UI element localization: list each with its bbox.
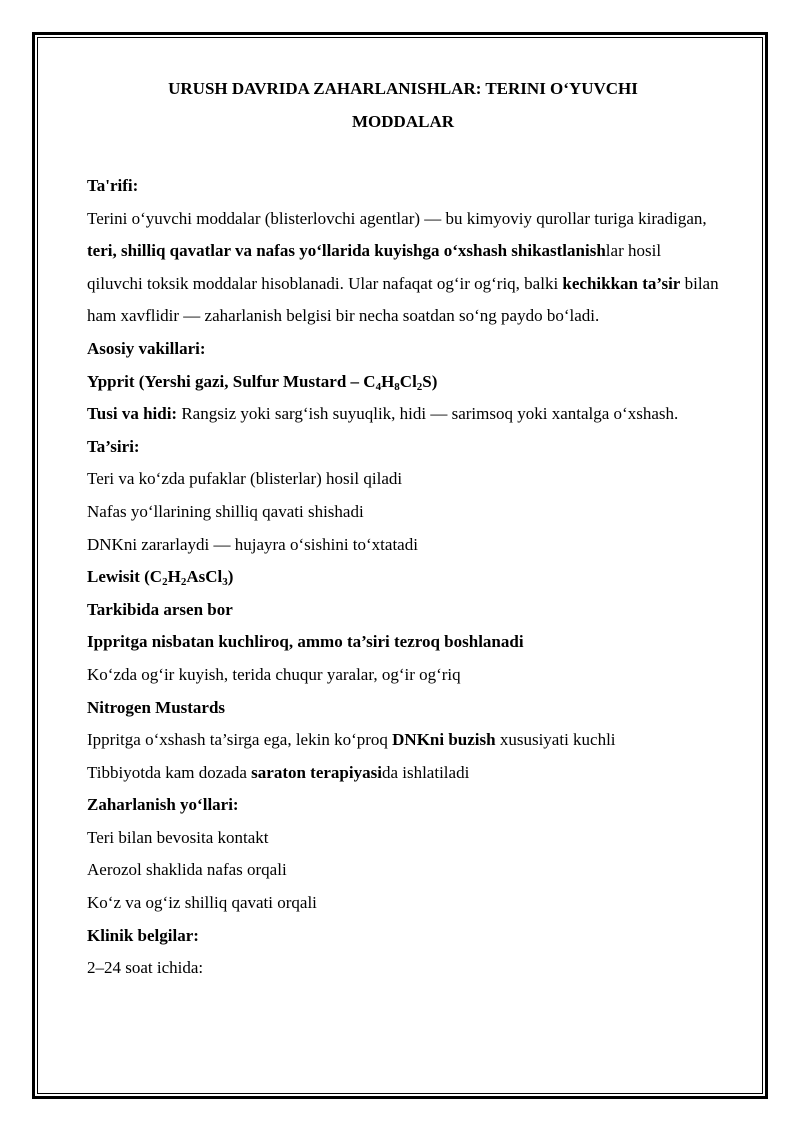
title-line-2: MODDALAR bbox=[352, 112, 454, 131]
lewisite-point: Ippritga nisbatan kuchliroq, ammo ta’siri tezroq boshlanadi bbox=[87, 632, 524, 652]
definition-heading: Ta'rifi: bbox=[87, 176, 139, 195]
routes-item: Teri bilan bevosita kontakt bbox=[87, 827, 269, 847]
yperite-color-smell: Tusi va hidi: Rangsiz yoki sarg‘ish suyuqlik, hidi — sarimsoq yoki xantalga o‘xshash. bbox=[87, 404, 679, 424]
routes-item: Aerozol shaklida nafas orqali bbox=[87, 860, 287, 880]
yperite-effect-heading: Ta’siri: bbox=[87, 436, 140, 456]
document-title bbox=[87, 72, 719, 138]
lewisite-note: Ko‘zda og‘ir kuyish, terida chuqur yaralar, og‘ir og‘riq bbox=[87, 664, 461, 684]
lewisite-point: Tarkibida arsen bor bbox=[87, 599, 233, 619]
clinical-heading: Klinik belgilar: bbox=[87, 925, 199, 945]
routes-heading: Zaharlanish yo‘llari: bbox=[87, 795, 239, 815]
clinical-first: 2–24 soat ichida: bbox=[87, 958, 204, 978]
yperite-effect-item: Nafas yo‘llarining shilliq qavati shishadi bbox=[87, 501, 364, 521]
yperite-effect-item: Teri va ko‘zda pufaklar (blisterlar) hosil qiladi bbox=[87, 469, 403, 489]
yperite-effect-item: DNKni zararlaydi — hujayra o‘sishini to‘xtatadi bbox=[87, 534, 418, 554]
nitrogen-line-2: Tibbiyotda kam dozada saraton terapiyasida ishlatiladi bbox=[87, 762, 470, 782]
nitrogen-heading: Nitrogen Mustards bbox=[87, 697, 226, 717]
definition-paragraph: Terini o‘yuvchi moddalar (blisterlovchi agentlar) — bu kimyoviy qurollar turiga kiradigan, teri, shilliq qavatlar va nafas yo‘llarida kuyishga o‘xshash shikastlanishlar hosil qiluvchi toksik moddalar hisoblanadi. Ular nafaqat og‘ir og‘riq, balki kechikkan ta’sir bilan ham xavflidir — zaharlanish belgisi bir necha soatdan so‘ng paydo bo‘ladi. bbox=[87, 208, 719, 326]
yperite-heading: Ypprit (Yershi gazi, Sulfur Mustard – $C_4H_8Cl_2S$) bbox=[87, 371, 438, 393]
title-line-1: URUSH DAVRIDA ZAHARLANISHLAR: TERINI O‘YUVCHI bbox=[168, 79, 638, 98]
nitrogen-line-1: Ippritga o‘xshash ta’sirga ega, lekin ko‘proq DNKni buzish xususiyati kuchli bbox=[87, 730, 616, 750]
document-body bbox=[87, 72, 719, 985]
routes-item: Ko‘z va og‘iz shilliq qavati orqali bbox=[87, 893, 317, 913]
representatives-heading: Asosiy vakillari: bbox=[87, 338, 206, 358]
lewisite-heading: Lewisit $(C_2H_2AsCl_3)$ bbox=[87, 567, 234, 589]
